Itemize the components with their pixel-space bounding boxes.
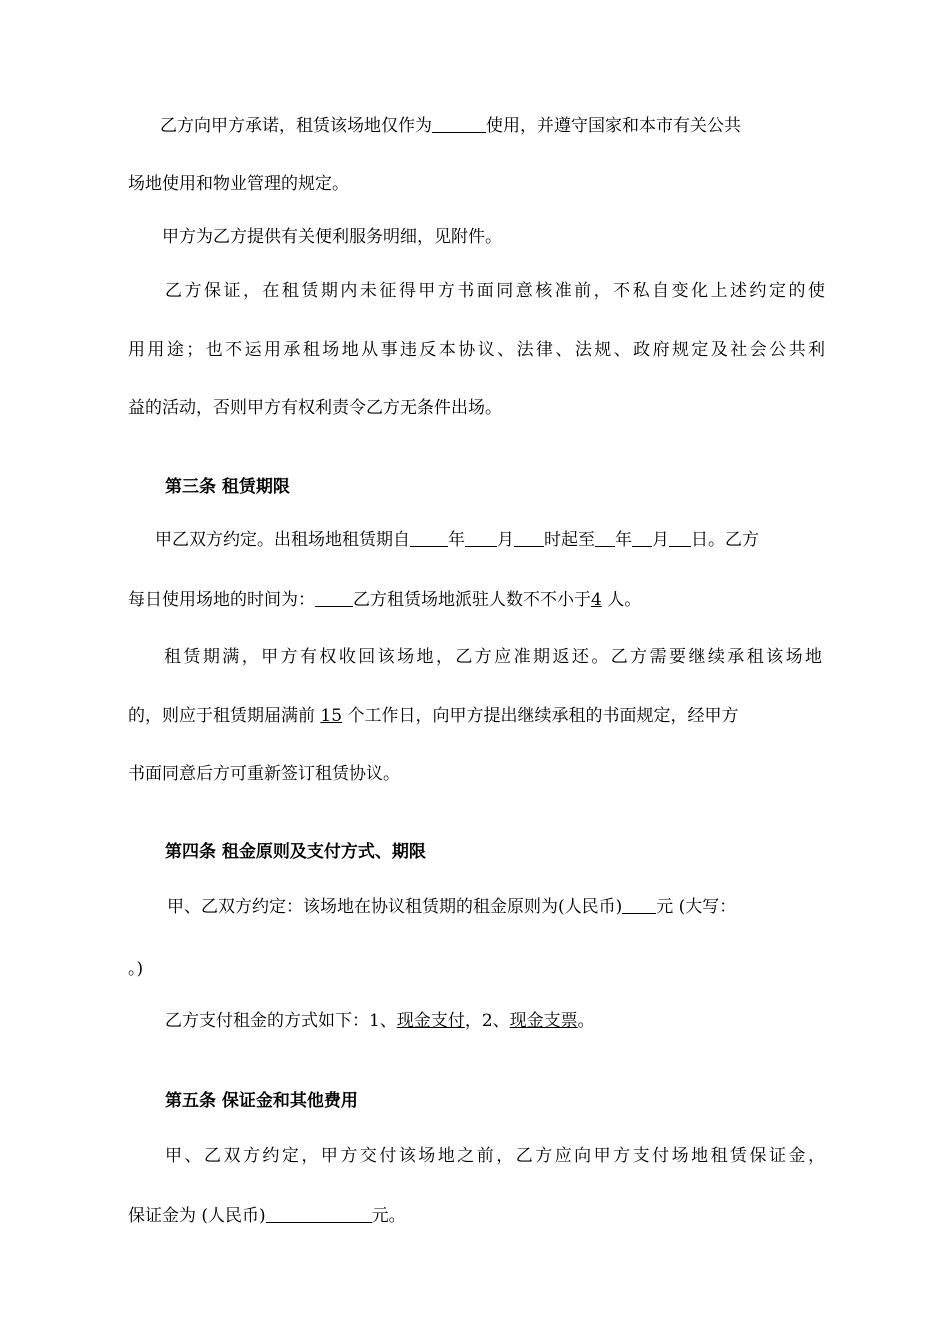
article-5-deposit-line-1: 甲、乙双方约定，甲方交付该场地之前，乙方应向甲方支付场地租赁保证金， (165, 1146, 825, 1166)
payment-method-1: 现金支付 (396, 1011, 465, 1031)
blank-start-year (410, 530, 448, 547)
article-3-renewal-line-2 (128, 705, 828, 727)
text: ，2、 (464, 1011, 510, 1031)
paragraph-usage-line-2: 场地使用和物业管理的规定。 (128, 174, 349, 194)
blank-end-year (595, 530, 615, 547)
blank-usage (432, 116, 486, 133)
paragraph-guarantee-line-2: 用用途；也不运用承租场地从事违反本协议、法律、法规、政府规定及社会公共利 (128, 340, 825, 360)
text: 日。乙方 (691, 530, 759, 550)
text: 年 (448, 530, 465, 550)
paragraph-services: 甲方为乙方提供有关便利服务明细，见附件。 (162, 227, 502, 247)
text: 的，则应于租赁期届满前 (128, 706, 315, 726)
text: 乙方向甲方承诺，租赁该场地仅作为 (160, 116, 432, 136)
article-3-term-line-2 (128, 589, 828, 611)
text: 月 (652, 530, 669, 550)
text: 时起至 (544, 530, 595, 550)
article-4-heading: 第四条 租金原则及支付方式、期限 (165, 842, 426, 862)
blank-daily-time (315, 590, 353, 607)
text: 乙方支付租金的方式如下：1、 (165, 1011, 397, 1031)
text: 月 (497, 530, 514, 550)
blank-rent-amount (622, 897, 656, 914)
article-4-rent-line-2: 。) (128, 959, 144, 979)
article-3-heading: 第三条 租赁期限 (165, 477, 290, 497)
paragraph-usage-line-1 (160, 115, 828, 137)
text: 年 (615, 530, 632, 550)
text: 每日使用场地的时间为： (128, 590, 315, 610)
text: 元 (大写： (656, 897, 737, 917)
text: 个工作日，向甲方提出继续承租的书面规定，经甲方 (347, 706, 739, 726)
text: 保证金为 (人民币) (128, 1206, 266, 1226)
text: 乙方租赁场地派驻人数不不小于 (353, 590, 591, 610)
article-4-payment-method (165, 1010, 865, 1032)
text: 甲、乙双方约定：该场地在协议租赁期的租金原则为(人民币) (167, 897, 623, 917)
text: 甲乙双方约定。出租场地租赁期自 (155, 530, 410, 550)
paragraph-guarantee-line-3: 益的活动，否则甲方有权利责令乙方无条件出场。 (128, 398, 502, 418)
blank-start-day (514, 530, 544, 547)
text: 使用，并遵守国家和本市有关公共 (486, 116, 741, 136)
blank-end-day (669, 530, 691, 547)
text: 。 (577, 1011, 595, 1031)
text: 元。 (371, 1206, 406, 1226)
blank-deposit-amount (266, 1206, 372, 1223)
paragraph-guarantee-line-1: 乙方保证，在租赁期内未征得甲方书面同意核准前，不私自变化上述约定的使 (165, 281, 825, 301)
notice-days-value: 15 (320, 706, 343, 726)
article-5-heading: 第五条 保证金和其他费用 (165, 1091, 358, 1111)
article-3-term-line-1 (155, 529, 825, 551)
text: 人。 (607, 590, 642, 610)
persons-value: 4 (591, 590, 602, 610)
article-3-renewal-line-3: 书面同意后方可重新签订租赁协议。 (128, 764, 400, 784)
article-4-rent-line-1 (167, 896, 827, 918)
blank-start-month (465, 530, 497, 547)
article-5-deposit-line-2 (128, 1205, 828, 1227)
blank-end-month (632, 530, 652, 547)
article-3-renewal-line-1: 租赁期满，甲方有权收回该场地，乙方应准期返还。乙方需要继续承租该场地 (164, 647, 822, 667)
payment-method-2: 现金支票 (509, 1011, 578, 1031)
